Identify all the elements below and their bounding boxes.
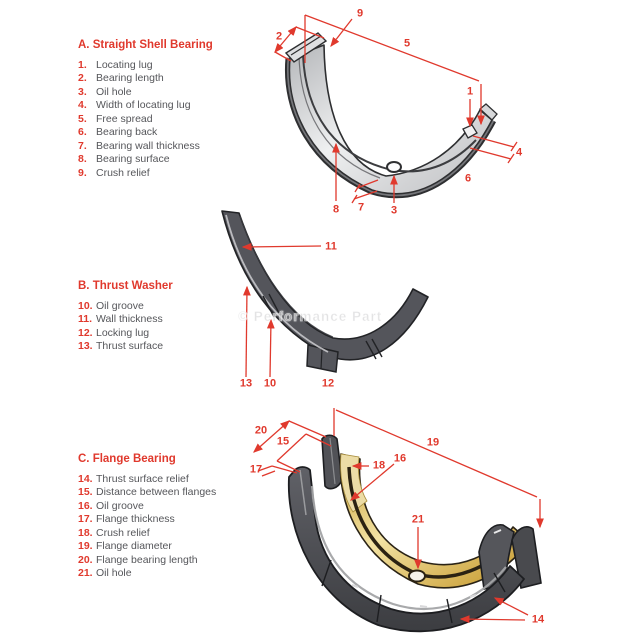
legend-item-label: Bearing length [96, 72, 164, 85]
legend-item [78, 153, 288, 167]
legend-item-label: Oil hole [96, 567, 132, 580]
legend-item [78, 85, 288, 99]
legend-item-label: Distance between flanges [96, 486, 217, 499]
legend-section-thrust-washer [78, 279, 288, 353]
legend-item-number: 1. [78, 58, 87, 71]
section-heading: C. Flange Bearing [78, 453, 176, 465]
callout-number-15: 15 [276, 435, 290, 448]
legend-item-number: 12. [78, 326, 93, 339]
legend-item-label: Free spread [96, 112, 153, 125]
legend-item-label: Oil groove [96, 299, 144, 312]
legend-items [78, 58, 288, 180]
legend-item [78, 313, 288, 327]
legend-item-number: 16. [78, 499, 93, 512]
legend-item-label: Bearing back [96, 126, 158, 139]
callout-number-19: 19 [426, 436, 440, 449]
legend-item [78, 486, 288, 500]
legend-item-number: 8. [78, 153, 87, 166]
legend-item-label: Crush relief [96, 526, 150, 539]
legend-item-number: 18. [78, 526, 93, 539]
legend-section-straight-shell-bearing [78, 38, 288, 180]
legend-item-number: 10. [78, 299, 93, 312]
callout-number-6: 6 [464, 172, 472, 185]
callout-number-12: 12 [321, 377, 335, 390]
legend-item [78, 567, 288, 581]
legend-item-number: 7. [78, 139, 87, 152]
legend-item [78, 340, 288, 354]
legend-item [78, 499, 288, 513]
legend-item [78, 99, 288, 113]
legend-item-number: 5. [78, 112, 87, 125]
section-heading: B. Thrust Washer [78, 280, 173, 292]
legend-item-label: Crush relief [96, 166, 150, 179]
section-heading: A. Straight Shell Bearing [78, 39, 213, 51]
legend-items [78, 299, 288, 353]
legend-item [78, 513, 288, 527]
legend-item-number: 2. [78, 72, 87, 85]
legend-item-label: Flange diameter [96, 540, 172, 553]
callout-number-9: 9 [356, 7, 364, 20]
callout-number-1: 1 [466, 85, 474, 98]
callout-number-5: 5 [403, 37, 411, 50]
callout-number-2: 2 [275, 30, 283, 43]
legend-item-label: Oil groove [96, 499, 144, 512]
legend-item [78, 139, 288, 153]
legend-item-number: 13. [78, 340, 93, 353]
legend-item-label: Flange thickness [96, 513, 175, 526]
legend-item-number: 9. [78, 166, 87, 179]
legend-item-label: Bearing wall thickness [96, 139, 200, 152]
callout-number-10: 10 [263, 377, 277, 390]
legend-item-number: 6. [78, 126, 87, 139]
legend-item [78, 58, 288, 72]
legend-item-label: Bearing surface [96, 153, 170, 166]
callout-number-8: 8 [332, 203, 340, 216]
legend-item [78, 112, 288, 126]
legend-item-label: Width of locating lug [96, 99, 191, 112]
legend-item-label: Thrust surface relief [96, 472, 189, 485]
legend-item-label: Flange bearing length [96, 553, 198, 566]
callout-number-4: 4 [515, 146, 523, 159]
legend-item [78, 553, 288, 567]
legend-item [78, 540, 288, 554]
legend-item-label: Wall thickness [96, 313, 163, 326]
legend-item-label: Thrust surface [96, 340, 164, 353]
legend-item-label: Locating lug [96, 58, 153, 71]
figure-straight-shell-bearing [286, 33, 497, 194]
callout-number-11: 11 [325, 240, 337, 253]
callout-number-21: 21 [411, 513, 425, 526]
legend-item-number: 20. [78, 553, 93, 566]
callout-number-13: 13 [239, 377, 253, 390]
legend-items [78, 472, 288, 580]
legend-item [78, 326, 288, 340]
callout-number-3: 3 [390, 204, 398, 217]
legend-item [78, 72, 288, 86]
legend-item-label: Locking lug [96, 326, 150, 339]
callout-number-16: 16 [393, 452, 407, 465]
legend-item-number: 21. [78, 567, 93, 580]
legend-item-number: 3. [78, 85, 87, 98]
legend-item-number: 17. [78, 513, 93, 526]
callout-number-20: 20 [254, 424, 268, 437]
callout-number-18: 18 [372, 459, 386, 472]
callout-number-14: 14 [531, 613, 545, 626]
legend-item [78, 299, 288, 313]
legend-item-number: 11. [78, 313, 93, 326]
watermark-text: © Performance Part [238, 309, 383, 324]
legend-item-number: 14. [78, 472, 93, 485]
callout-number-7: 7 [357, 201, 365, 214]
legend-item [78, 126, 288, 140]
legend-item [78, 166, 288, 180]
legend-item-label: Oil hole [96, 85, 132, 98]
legend-item [78, 526, 288, 540]
callout-number-17: 17 [249, 463, 263, 476]
legend-item-number: 15. [78, 486, 93, 499]
legend-item-number: 19. [78, 540, 93, 553]
legend-item-number: 4. [78, 99, 87, 112]
